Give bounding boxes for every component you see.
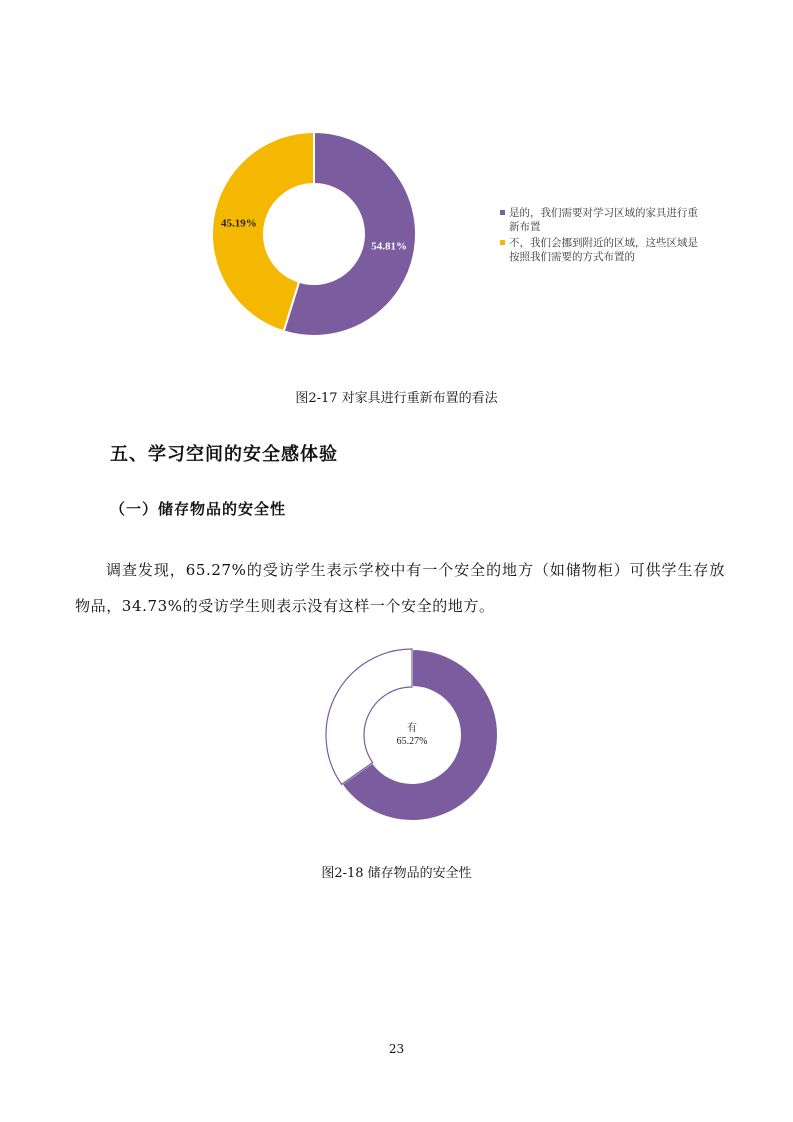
legend-label-yes: 是的，我们需要对学习区域的家具进行重新布置 <box>509 207 698 233</box>
legend-item-no <box>500 236 700 264</box>
legend-item-yes <box>500 206 700 234</box>
data-label-1: 54.81% <box>371 240 408 253</box>
page-number: 23 <box>388 1042 405 1056</box>
storage-slice-2 <box>326 649 412 784</box>
section-title: 五、学习空间的安全感体验 <box>110 444 338 465</box>
center-label-1: 有 <box>407 723 417 734</box>
center-label-2: 65.27% <box>396 736 428 747</box>
body-paragraph: 调查发现，65.27%的受访学生表示学校中有一个安全的地方（如储物柜）可供学生存放物品，34.73%的受访学生则表示没有这样一个安全的地方。 <box>75 561 725 615</box>
subsection-title: （一）储存物品的安全性 <box>110 500 287 518</box>
donut-chart-storage <box>322 645 504 827</box>
legend-swatch-no <box>500 240 505 245</box>
chart-legend <box>500 206 700 266</box>
data-label-2: 45.19% <box>220 217 257 230</box>
legend-swatch-yes <box>500 210 505 215</box>
figure-caption-2-17: 图2-17 对家具进行重新布置的看法 <box>295 391 498 406</box>
donut-chart-furniture <box>205 128 425 342</box>
legend-label-no: 不，我们会挪到附近的区域，这些区域是按照我们需要的方式布置的 <box>509 237 698 263</box>
figure-caption-2-18: 图2-18 储存物品的安全性 <box>321 866 472 881</box>
